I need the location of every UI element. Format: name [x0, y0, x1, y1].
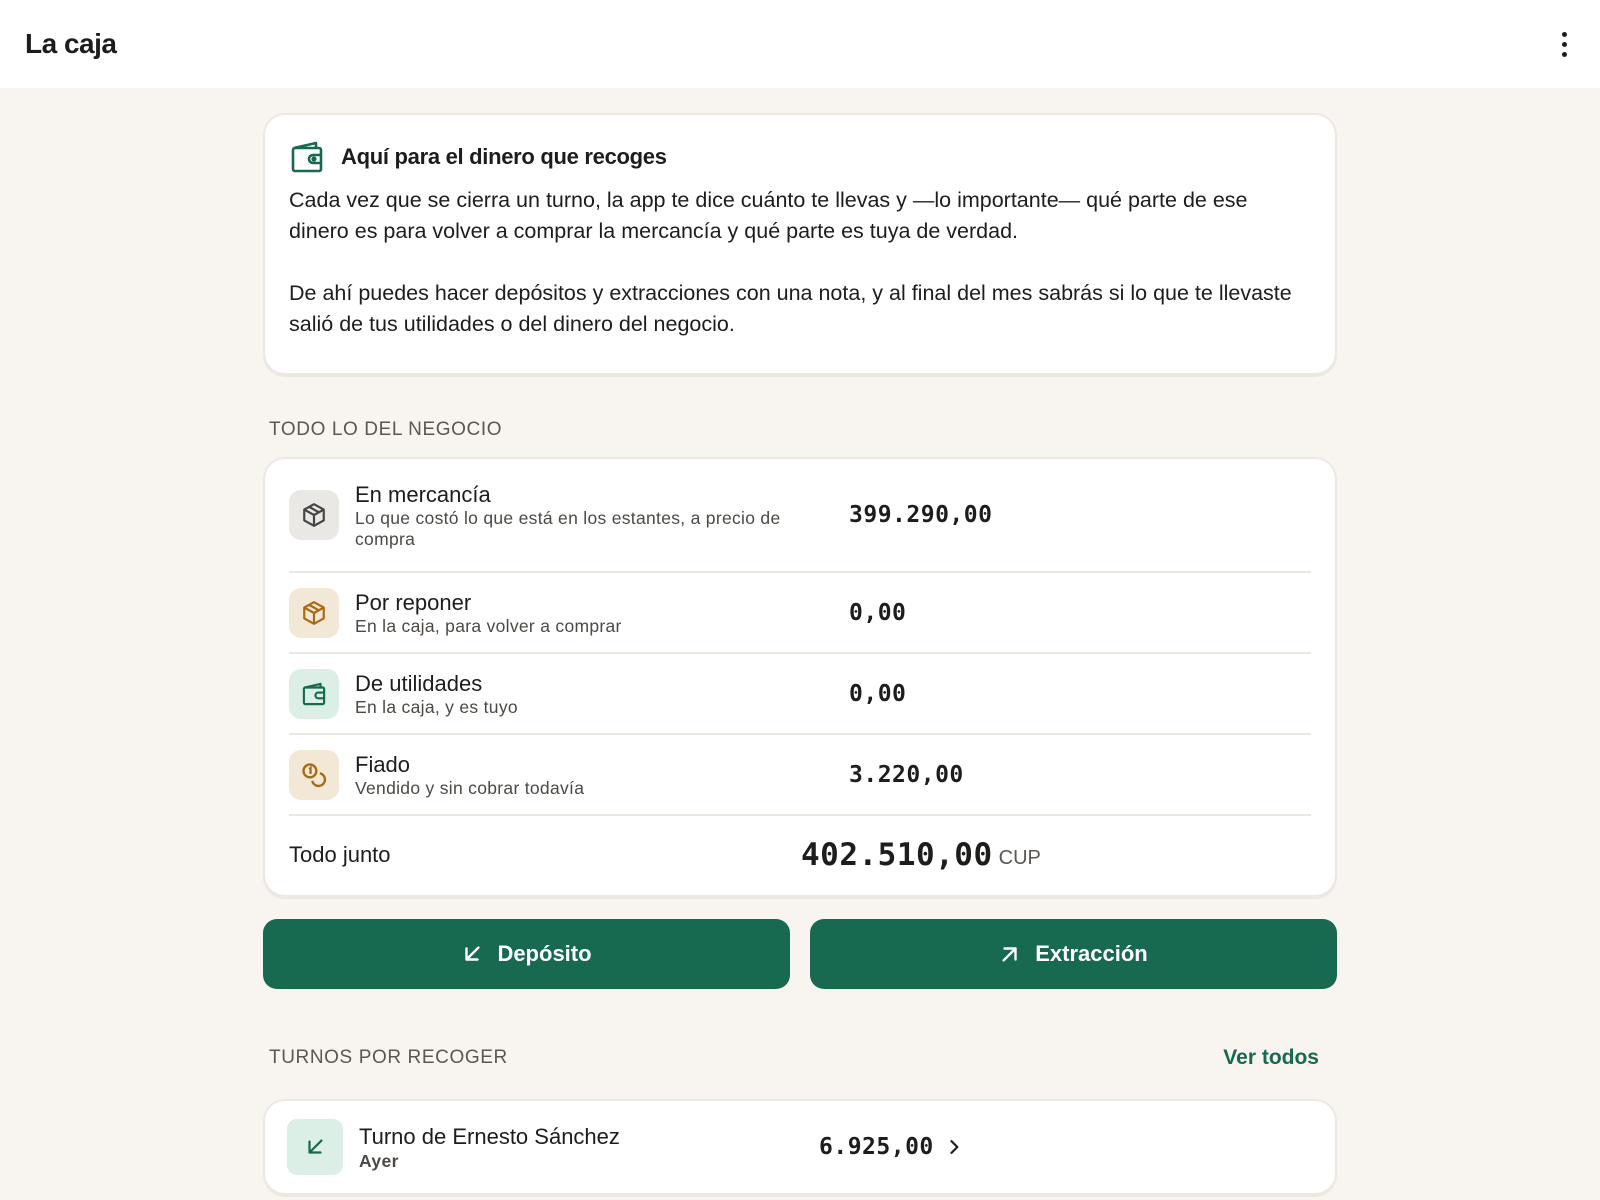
info-paragraph: Cada vez que se cierra un turno, la app te dice cuánto te llevas y —lo importante— qué parte de ese dinero es para volver a comprar la mercancía y qué parte es tuya de verdad.	[289, 188, 1248, 243]
box-icon	[289, 490, 339, 540]
shift-text	[359, 1123, 819, 1172]
withdraw-label: Extracción	[1035, 941, 1148, 966]
deposit-label: Depósito	[497, 941, 592, 966]
row-title: Por reponer	[355, 589, 472, 615]
arrow-up-right-icon	[999, 943, 1021, 965]
row-subtitle: En la caja, y es tuyo	[355, 696, 518, 717]
row-title: En mercancía	[355, 481, 491, 507]
info-title: Aquí para el dinero que recoges	[341, 144, 667, 169]
currency-label: CUP	[998, 846, 1041, 869]
arrow-down-left-icon	[287, 1119, 343, 1175]
section-label-text: TODO LO DEL NEGOCIO	[269, 419, 503, 440]
business-totals-card	[263, 457, 1337, 897]
shift-amount: 6.925,00	[819, 1134, 934, 1160]
more-vertical-icon[interactable]	[1552, 28, 1576, 60]
list-item	[289, 573, 1311, 654]
arrow-down-left-icon	[461, 943, 483, 965]
row-subtitle: Lo que costó lo que está en los estantes, a precio de compra	[355, 507, 781, 549]
main-content	[263, 113, 1337, 1195]
coins-icon	[289, 750, 339, 800]
row-value: 0,00	[849, 599, 907, 626]
page-title: La caja	[25, 28, 117, 59]
row-subtitle: Vendido y sin cobrar todavía	[355, 777, 585, 798]
row-text	[355, 670, 835, 718]
wallet-icon	[289, 669, 339, 719]
list-item	[289, 654, 1311, 735]
row-value: 399.290,00	[849, 502, 993, 528]
info-card	[263, 113, 1337, 375]
row-title: Fiado	[355, 751, 411, 777]
total-value: 402.510,00	[801, 837, 993, 873]
info-paragraph: De ahí puedes hacer depósitos y extracciones con una nota, y al final del mes sabrás si lo que te llevaste salió de tus utilidades o del dinero del negocio.	[289, 281, 1292, 336]
row-text	[355, 481, 835, 550]
chevron-right-icon	[944, 1137, 964, 1157]
row-title: De utilidades	[355, 670, 483, 696]
list-item	[289, 735, 1311, 816]
deposit-button[interactable]	[263, 919, 790, 989]
shift-title: Turno de Ernesto Sánchez	[359, 1123, 620, 1149]
see-all-link[interactable]: Ver todos	[1223, 1046, 1319, 1069]
row-text	[355, 751, 835, 799]
row-value: 3.220,00	[849, 761, 964, 788]
top-app-bar	[0, 0, 1600, 88]
box-icon	[289, 588, 339, 638]
shift-item[interactable]	[263, 1099, 1337, 1195]
row-subtitle: En la caja, para volver a comprar	[355, 615, 622, 636]
section-label-shifts	[263, 1043, 1337, 1073]
total-label: Todo junto	[289, 842, 391, 867]
info-header	[289, 139, 1311, 175]
wallet-icon	[289, 139, 325, 175]
shift-date: Ayer	[359, 1150, 399, 1171]
withdraw-button[interactable]	[810, 919, 1337, 989]
action-buttons	[263, 919, 1337, 989]
total-row	[289, 816, 1311, 894]
section-label-text: TURNOS POR RECOGER	[269, 1047, 508, 1068]
row-value: 0,00	[849, 680, 907, 707]
section-label-business	[263, 415, 1337, 445]
list-item	[289, 459, 1311, 573]
row-text	[355, 589, 835, 637]
